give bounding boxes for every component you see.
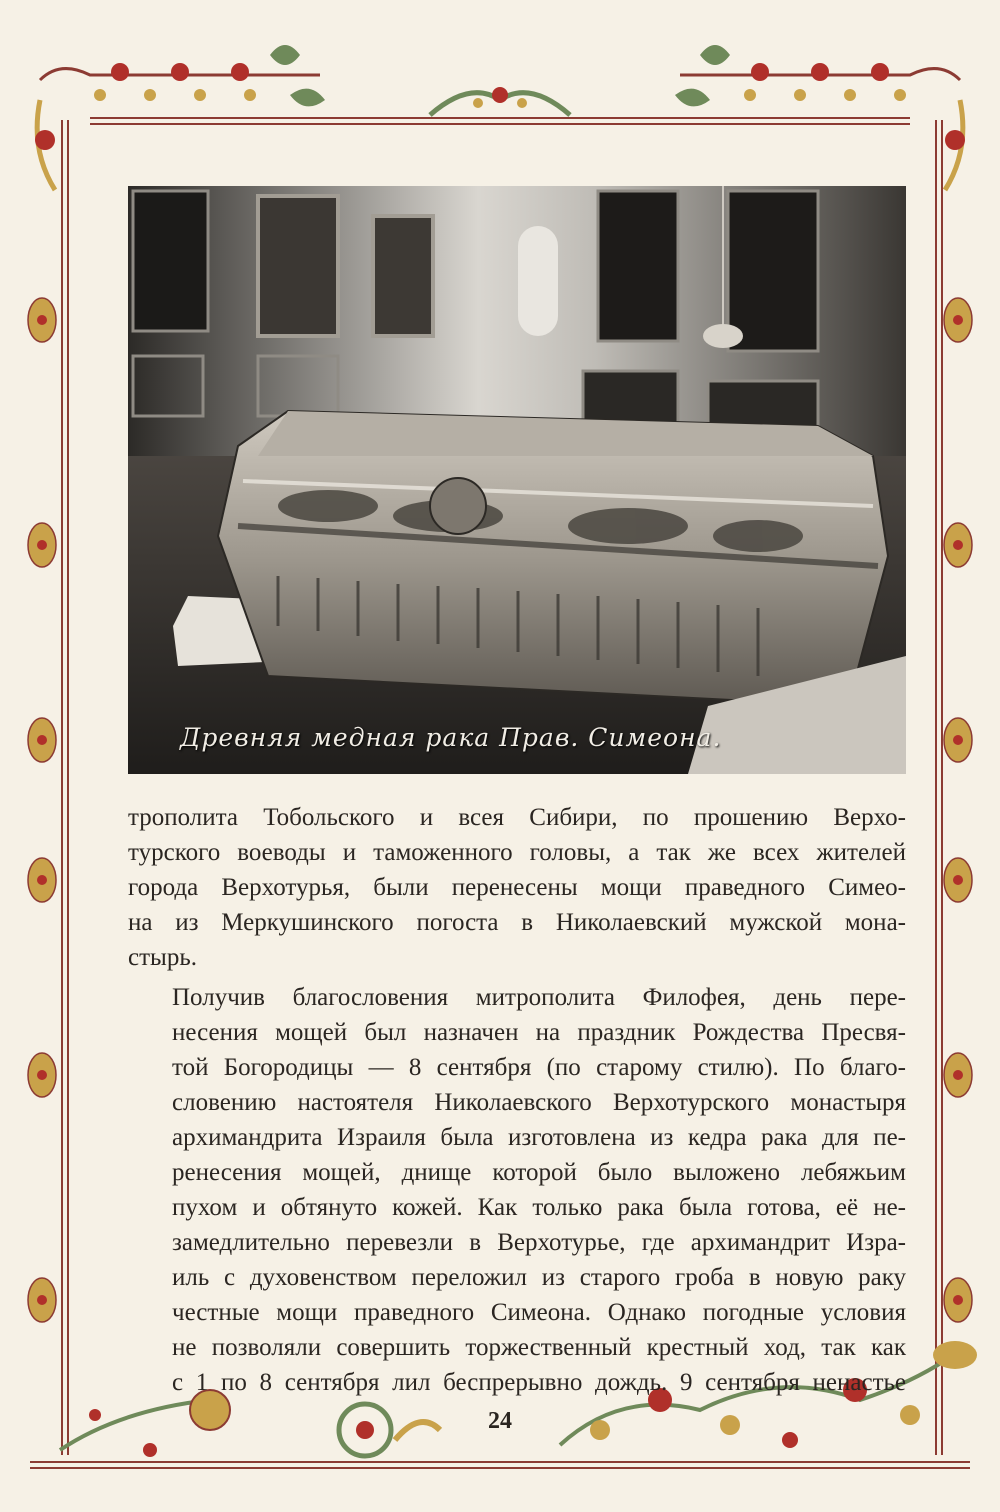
reliquary-photo — [128, 186, 906, 774]
photo-caption: Древняя медная рака Прав. Симеона. — [180, 723, 722, 752]
text-line: архимандрита Израиля была изготовлена из кедра рака для пе- — [172, 1124, 906, 1151]
top-center-ornament — [430, 87, 570, 115]
text-line: трополита Тобольского и всея Сибири, по прошению Верхо- — [128, 804, 906, 831]
paragraph-2 — [128, 980, 906, 1400]
text-line: словению настоятеля Николаевского Верхотурского монастыря — [172, 1089, 906, 1116]
text-line: замедлительно перевезли в Верхотурье, где архимандрит Изра- — [172, 1229, 906, 1256]
text-line: пухом и обтянуто кожей. Как только рака была готова, её не- — [172, 1194, 906, 1221]
text-line: иль с духовенством переложил из старого гроба в новую раку — [172, 1264, 906, 1291]
text-line: на из Меркушинского погоста в Николаевский мужской мона- — [128, 909, 906, 936]
text-line: не позволяли совершить торжественный крестный ход, так как — [172, 1334, 906, 1361]
page-number: 24 — [488, 1408, 512, 1434]
text-line: честные мощи праведного Симеона. Однако погодные условия — [172, 1299, 906, 1326]
text-line: ренесения мощей, днище которой было выложено лебяжьим — [172, 1159, 906, 1186]
paragraph-1 — [128, 800, 906, 975]
text-line: той Богородицы — 8 сентября (по старому стилю). По благо- — [172, 1054, 906, 1081]
text-line: несения мощей был назначен на праздник Рождества Пресвя- — [172, 1019, 906, 1046]
text-line: турского воеводы и таможенного головы, а так же всех жителей — [128, 839, 906, 866]
text-line: стырь. — [128, 944, 197, 971]
text-line: города Верхотурья, были перенесены мощи праведного Симео- — [128, 874, 906, 901]
text-line: с 1 по 8 сентября лил беспрерывно дождь. 9 сентября ненастье — [172, 1369, 906, 1396]
text-line: Получив благословения митрополита Филофея, день пере- — [172, 984, 906, 1011]
body-text — [128, 800, 906, 1400]
